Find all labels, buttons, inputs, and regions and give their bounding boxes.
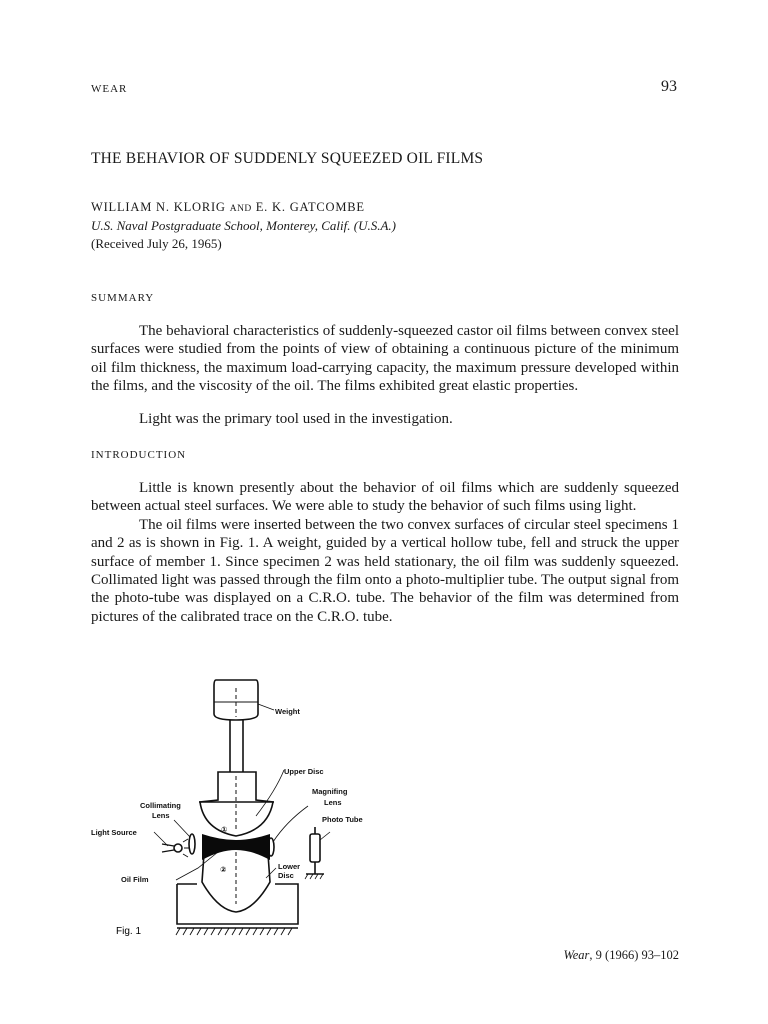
collimating-lens-label-1: Collimating <box>140 801 181 810</box>
introduction-paragraph: The oil films were inserted between the two convex surfaces of circular steel specimens 1 and 2 as is shown in Fig. 1. A weight, guided by a vertical hollow tube, fell and struck the upper surface of member 1. Since specimen 2 was held stationary, the oil film was suddenly squeezed. Collimated light was passed through the film onto a photo-multiplier tube. The output signal from the photo-tube was displayed on a C.R.O. tube. The behavior of the film was determined from pictures of the calibrated trace on the C.R.O. tube. <box>91 516 679 625</box>
summary-section-2 <box>91 410 679 428</box>
lower-disc-label-1: Lower <box>278 862 301 871</box>
upper-disc-label: Upper Disc <box>284 767 324 776</box>
weight-label: Weight <box>275 707 300 716</box>
magnifying-lens-label-1: Magnifing <box>312 787 348 796</box>
light-source-label: Light Source <box>91 828 137 837</box>
photo-tube <box>310 834 320 862</box>
lower-disc-label-2: Disc <box>278 871 294 880</box>
journal-citation <box>563 948 679 963</box>
author-line <box>91 200 365 215</box>
running-head-journal: WEAR <box>91 83 128 95</box>
introduction-section <box>91 479 679 626</box>
light-source-bulb <box>174 844 182 852</box>
citation-journal: Wear <box>563 948 590 962</box>
summary-paragraph: Light was the primary tool used in the investigation. <box>139 411 453 427</box>
specimen-1-label: ① <box>221 825 228 834</box>
author-1: WILLIAM N. KLORIG <box>91 200 226 214</box>
article-title: THE BEHAVIOR OF SUDDENLY SQUEEZED OIL FILMS <box>91 150 484 167</box>
collimating-lens-label-2: Lens <box>152 811 170 820</box>
author-conjunction: AND <box>229 204 252 214</box>
magnifying-lens-label-2: Lens <box>324 798 342 807</box>
specimen-2-label: ② <box>220 865 227 874</box>
oil-film-label: Oil Film <box>121 875 149 884</box>
summary-heading: SUMMARY <box>91 292 155 304</box>
introduction-paragraph: Little is known presently about the behavior of oil films which are suddenly squeezed between actual steel surfaces. We were able to study the behavior of such films using light. <box>91 480 679 515</box>
figure-caption: Fig. 1 <box>116 926 142 937</box>
weight-shape <box>214 680 258 720</box>
base-block <box>177 884 298 924</box>
page-number: 93 <box>661 78 677 95</box>
introduction-heading: INTRODUCTION <box>91 449 187 461</box>
summary-paragraph: The behavioral characteristics of suddenly-squeezed castor oil films between convex steel surfaces were studied from the points of view of obtaining a continuous picture of the minimum oil film thickness, the maximum load-carrying capacity, the maximum pressure developed within the films, and the viscosity of the oil. The films exhibited great elastic properties. <box>91 323 679 395</box>
received-date: (Received July 26, 1965) <box>91 236 222 251</box>
oil-film <box>202 834 270 860</box>
photo-tube-label: Photo Tube <box>322 815 363 824</box>
author-2: E. K. GATCOMBE <box>255 200 365 214</box>
citation-volume: , 9 (1966) 93–102 <box>589 948 679 962</box>
figure-1-apparatus-diagram <box>80 672 370 952</box>
summary-section <box>91 322 679 396</box>
ground-hatching <box>176 928 292 935</box>
affiliation: U.S. Naval Postgraduate School, Monterey, Calif. (U.S.A.) <box>91 218 396 233</box>
